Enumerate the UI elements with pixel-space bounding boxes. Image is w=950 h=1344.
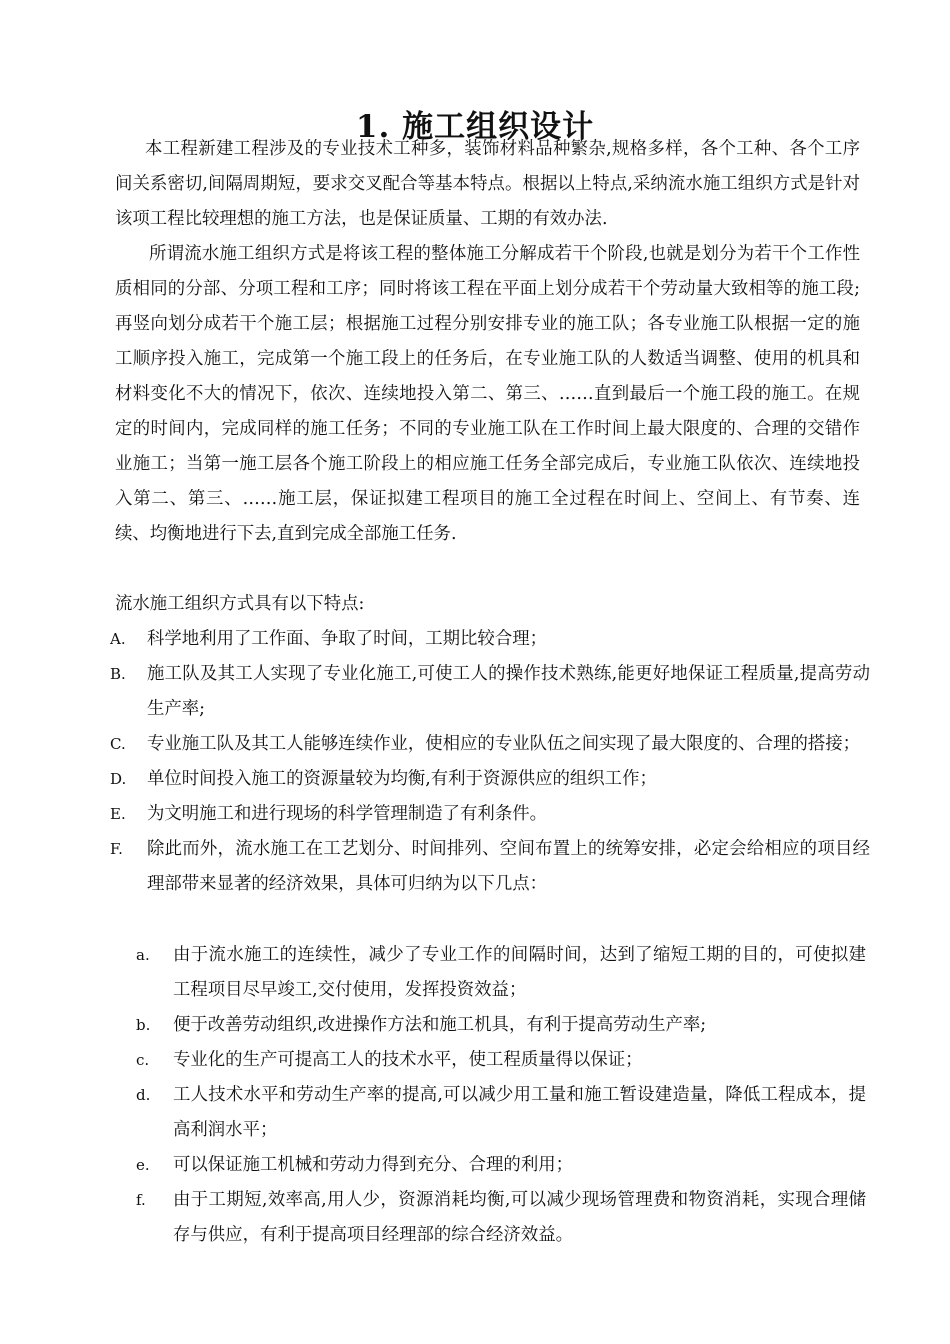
list-item-text: 单位时间投入施工的资源量较为均衡,有利于资源供应的组织工作； <box>147 769 657 789</box>
intro-paragraph: 本工程新建工程涉及的专业技术工种多，装饰材料品种繁杂,规格多样，各个工种、各个工序间关系密切,间隔周期短，要求交叉配合等基本特点。根据以上特点,采纳流水施工组织方式是针对该项工程比较理想的施工方法，也是保证质量、工期的有效办法. <box>115 139 860 229</box>
sub-list-item <box>136 1183 866 1253</box>
sub-list-item-text: 由于工期短,效率高,用人少，资源消耗均衡,可以减少现场管理费和物资消耗，实现合理储存与供应，有利于提高项目经理部的综合经济效益。 <box>173 1190 866 1245</box>
sub-list-item-text: 由于流水施工的连续性，减少了专业工作的间隔时间，达到了缩短工期的目的，可使拟建工程项目尽早竣工,交付使用，发挥投资效益； <box>173 945 866 1000</box>
list-item <box>110 727 870 762</box>
sub-list-item <box>136 1078 866 1148</box>
sub-list-marker: d. <box>136 1086 151 1104</box>
list-item-text: 施工队及其工人实现了专业化施工,可使工人的操作技术熟练,能更好地保证工程质量,提高劳动生产率; <box>147 664 870 719</box>
sub-list-marker: c. <box>136 1051 150 1069</box>
list-item <box>110 657 870 727</box>
benefits-list <box>136 938 866 1253</box>
page-title: 1. 施工组织设计 <box>355 108 595 145</box>
sub-list-item <box>136 1008 866 1043</box>
list-marker: B. <box>110 665 126 683</box>
list-item-text: 除此而外，流水施工在工艺划分、时间排列、空间布置上的统筹安排，必定会给相应的项目经理部带来显著的经济效果，具体可归纳为以下几点： <box>147 839 870 894</box>
list-item-text: 专业施工队及其工人能够连续作业，使相应的专业队伍之间实现了最大限度的、合理的搭接； <box>147 734 861 754</box>
features-intro: 流水施工组织方式具有以下特点: <box>115 594 365 614</box>
sub-list-item <box>136 1043 866 1078</box>
sub-list-item-text: 专业化的生产可提高工人的技术水平，使工程质量得以保证； <box>173 1050 643 1070</box>
sub-list-marker: b. <box>136 1016 151 1034</box>
method-paragraph: 所谓流水施工组织方式是将该工程的整体施工分解成若干个阶段,也就是划分为若干个工作性质相同的分部、分项工程和工序；同时将该工程在平面上划分成若干个劳动量大致相等的施工段;再竖向划分成若干个施工层；根据施工过程分别安排专业的施工队；各专业施工队根据一定的施工顺序投入施工，完成第一个施工段上的任务后，在专业施工队的人数适当调整、使用的机具和材料变化不大的情况下，依次、连续地投入第二、第三、……直到最后一个施工段的施工。在规定的时间内，完成同样的施工任务；不同的专业施工队在工作时间上最大限度的、合理的交错作业施工；当第一施工层各个施工阶段上的相应施工任务全部完成后，专业施工队依次、连续地投入第二、第三、……施工层，保证拟建工程项目的施工全过程在时间上、空间上、有节奏、连续、均衡地进行下去,直到完成全部施工任务. <box>115 244 860 544</box>
list-item-text: 科学地利用了工作面、争取了时间，工期比较合理； <box>147 629 547 649</box>
list-marker: E. <box>110 805 126 823</box>
list-marker: D. <box>110 770 127 788</box>
list-marker: C. <box>110 735 126 753</box>
sub-list-item <box>136 938 866 1008</box>
list-marker: A. <box>110 630 126 648</box>
features-list <box>110 622 870 902</box>
sub-list-item-text: 工人技术水平和劳动生产率的提高,可以减少用工量和施工暂设建造量，降低工程成本，提高利润水平； <box>173 1085 866 1140</box>
sub-list-marker: f. <box>136 1191 146 1209</box>
sub-list-marker: e. <box>136 1156 150 1174</box>
list-item <box>110 832 870 902</box>
list-item <box>110 762 870 797</box>
sub-list-item-text: 可以保证施工机械和劳动力得到充分、合理的利用； <box>173 1155 573 1175</box>
list-item <box>110 797 870 832</box>
list-item <box>110 622 870 657</box>
sub-list-item <box>136 1148 866 1183</box>
list-marker: F. <box>110 840 123 858</box>
list-item-text: 为文明施工和进行现场的科学管理制造了有利条件。 <box>147 804 547 824</box>
sub-list-item-text: 便于改善劳动组织,改进操作方法和施工机具，有利于提高劳动生产率; <box>173 1015 707 1035</box>
sub-list-marker: a. <box>136 946 150 964</box>
